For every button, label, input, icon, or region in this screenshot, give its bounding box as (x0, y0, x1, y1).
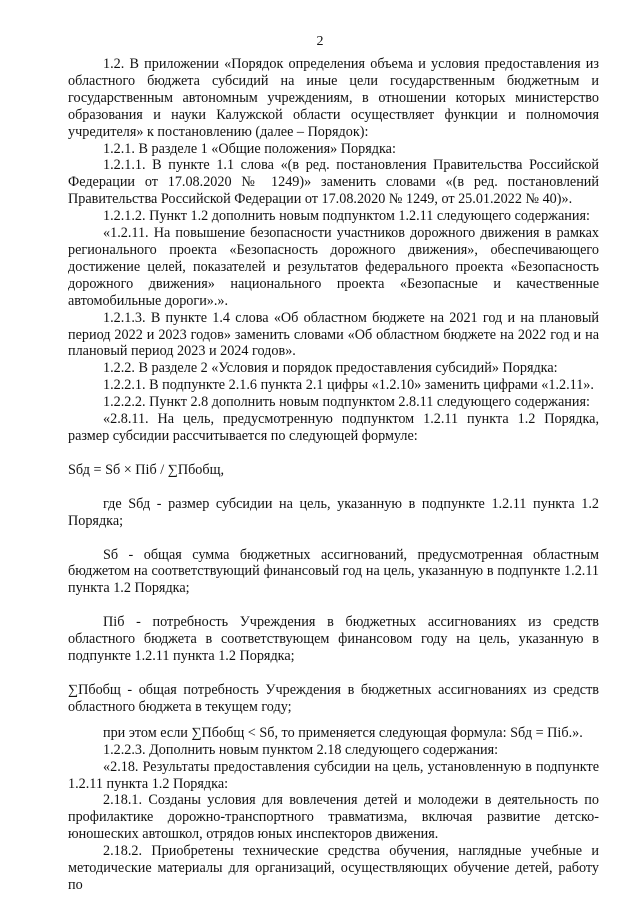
paragraph-1-2-1-1: 1.2.1.1. В пункте 1.1 слова «(в ред. постановления Правительства Российской Федерации от 17.08.2020 № 1249)» заменить словами «(в ред. постановлений Правительства Российской Федерации от 17.08.2020 № 1249, от 25.01.2022 № 40)». (68, 157, 599, 208)
page-number: 2 (316, 34, 324, 49)
paragraph-2-18-1: 2.18.1. Созданы условия для вовлечения детей и молодежи в деятельность по профилактике дорожно-транспортного травматизма, включая развитие детско-юношеских автошкол, отрядов юных инспекторов движения. (68, 792, 599, 843)
paragraph-2-18-2: 2.18.2. Приобретены технические средства обучения, наглядные учебные и методические материалы для организаций, осуществляющих обучение детей, работу по (68, 843, 599, 893)
definition-sb: Sб - общая сумма бюджетных ассигнований, предусмотренная областным бюджетом на соответствующий финансовый год на цель, указанную в подпункте 1.2.11 пункта 1.2 Порядка; (68, 546, 599, 597)
paragraph-1-2-1-3: 1.2.1.3. В пункте 1.4 слова «Об областном бюджете на 2021 год и на плановый период 2022 и 2023 годов» заменить словами «Об областном бюджете на 2022 год и на плановый период 2023 и 2024 годов». (68, 309, 599, 360)
paragraph-1-2-2-1: 1.2.2.1. В подпункте 2.1.6 пункта 2.1 цифры «1.2.10» заменить цифрами «1.2.11». (103, 377, 594, 394)
definition-pib: Пiб - потребность Учреждения в бюджетных ассигнованиях из средств областного бюджета в соответствующем финансовом году на цель, указанную в подпункте 1.2.11 пункта 1.2 Порядка; (68, 614, 599, 665)
paragraph-1-2: 1.2. В приложении «Порядок определения объема и условия предоставления из областного бюджета субсидий на иные цели государственным бюджетным и государственным автономным учреждениям, в отношении которых министерство образования и науки Калужской области осуществляет функции и полномочия учредителя» к постановлению (далее – Порядок): (68, 56, 599, 140)
definition-sum-pbobsh: ∑Пбобщ - общая потребность Учреждения в бюджетных ассигнованиях из средств областного бюджета в текущем году; (68, 682, 599, 715)
definition-sbd: где Sбд - размер субсидии на цель, указанную в подпункте 1.2.11 пункта 1.2 Порядка; (68, 495, 599, 529)
paragraph-condition: при этом если ∑Пбобщ < Sб, то применяется следующая формула: Sбд = Пiб.». (103, 724, 583, 741)
paragraph-2-18-quote: «2.18. Результаты предоставления субсидии на цель, установленную в подпункте 1.2.11 пункта 1.2 Порядка: (68, 758, 599, 792)
paragraph-1-2-2-3: 1.2.2.3. Дополнить новым пунктом 2.18 следующего содержания: (103, 741, 499, 758)
document-body (68, 56, 599, 894)
paragraph-2-8-11-quote: «2.8.11. На цель, предусмотренную подпунктом 1.2.11 пункта 1.2 Порядка, размер субсидии рассчитывается по следующей формуле: (68, 411, 599, 444)
paragraph-1-2-2: 1.2.2. В разделе 2 «Условия и порядок предоставления субсидий» Порядка: (103, 360, 558, 377)
subsidy-formula: Sбд = Sб × Пiб / ∑Пбобщ, (68, 461, 225, 478)
paragraph-1-2-1: 1.2.1. В разделе 1 «Общие положения» Порядка: (103, 140, 396, 157)
paragraph-1-2-11-quote: «1.2.11. На повышение безопасности участников дорожного движения в рамках регионального проекта «Безопасность дорожного движения», обеспечивающего достижение целей, показателей и результатов федерального проекта «Безопасность дорожного движения» национального проекта «Безопасные и качественные автомобильные дороги».». (68, 225, 599, 309)
paragraph-1-2-2-2: 1.2.2.2. Пункт 2.8 дополнить новым подпунктом 2.8.11 следующего содержания: (103, 394, 590, 411)
paragraph-1-2-1-2: 1.2.1.2. Пункт 1.2 дополнить новым подпунктом 1.2.11 следующего содержания: (103, 208, 590, 225)
